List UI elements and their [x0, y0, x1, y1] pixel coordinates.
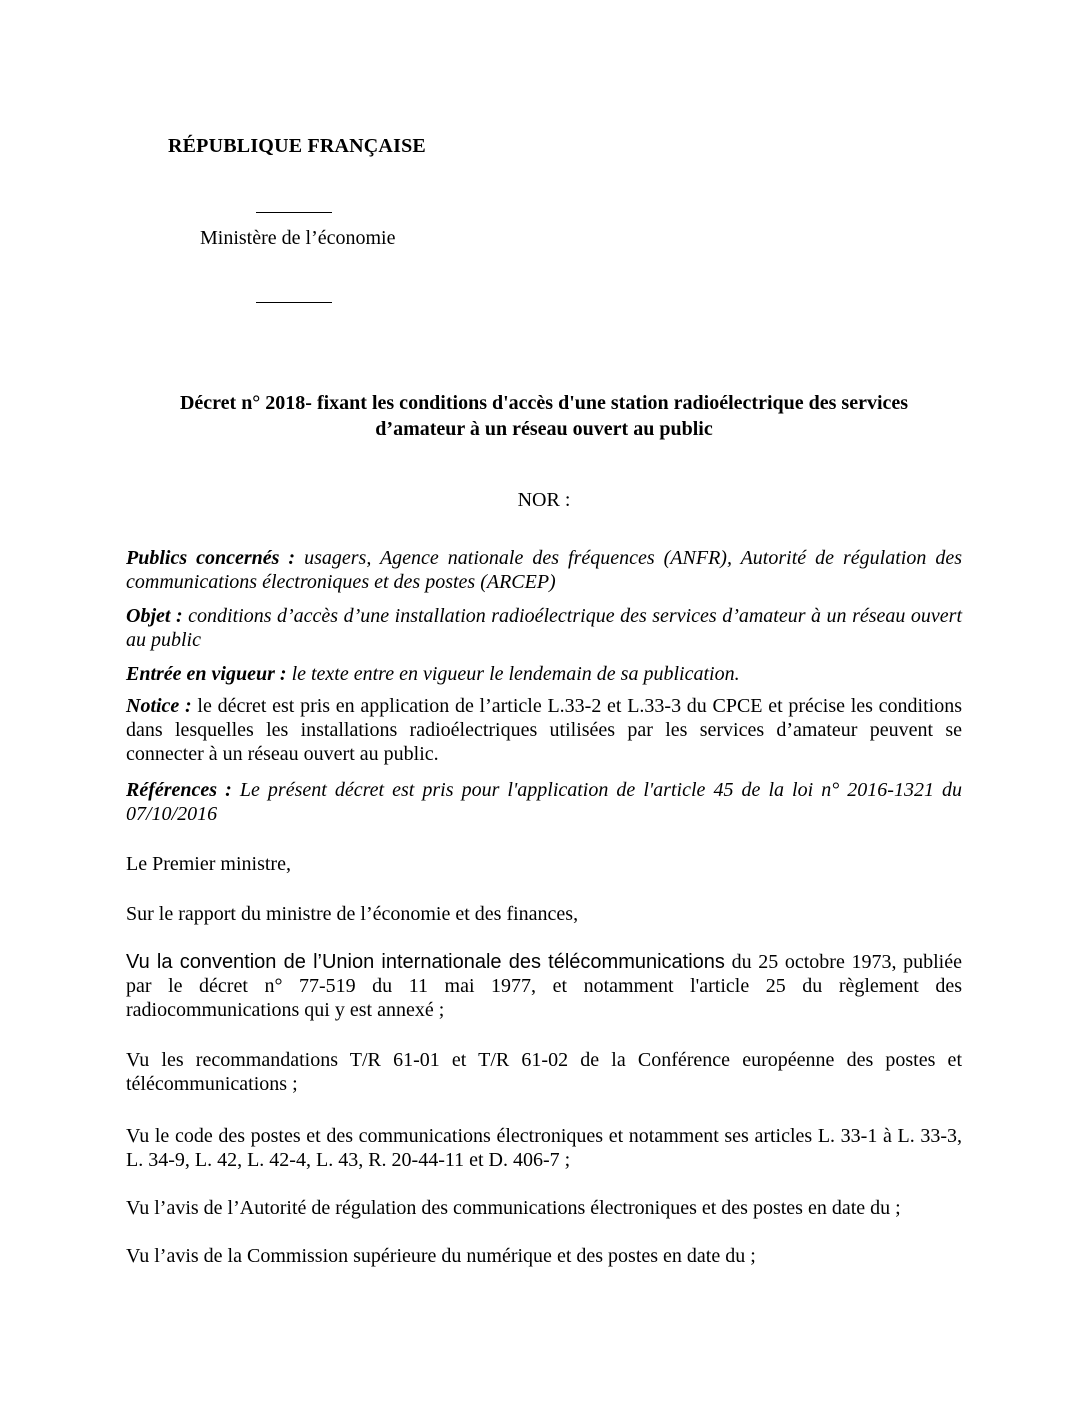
entree-text: le texte entre en vigueur le lendemain de sa publication.: [286, 663, 740, 685]
decree-title-line-2: d’amateur à un réseau ouvert au public: [375, 418, 713, 440]
references-text: Le présent décret est pris pour l'application de l'article 45 de la loi n° 2016-1321 du 07/10/2016: [126, 779, 962, 825]
premier-ministre-line: Le Premier ministre,: [126, 853, 291, 875]
objet-paragraph: [126, 604, 962, 652]
decree-title-line-1: Décret n° 2018- fixant les conditions d'accès d'une station radioélectrique des services: [179, 392, 909, 414]
notice-label: Notice :: [126, 695, 192, 717]
rapport-line: Sur le rapport du ministre de l’économie et des finances,: [126, 903, 579, 925]
vu-avis-commission-paragraph: Vu l’avis de la Commission supérieure du numérique et des postes en date du ;: [126, 1245, 756, 1267]
objet-label: Objet :: [126, 605, 183, 627]
vu-convention-paragraph: [126, 950, 962, 1022]
entree-en-vigueur-paragraph: [126, 662, 962, 686]
vu-avis-arcep-paragraph: Vu l’avis de l’Autorité de régulation des communications électroniques et des postes en date du ;: [126, 1197, 901, 1219]
header-divider-bottom: [256, 302, 332, 303]
references-label: Références :: [126, 779, 232, 801]
republic-heading: RÉPUBLIQUE FRANÇAISE: [168, 135, 426, 157]
vu-convention-sans-text: Vu la convention de l’Union internationale des télécommunications: [126, 951, 725, 973]
vu-code-postes-paragraph: Vu le code des postes et des communications électroniques et notamment ses articles L. 33-1 à L. 33-3, L. 34-9, L. 42, L. 42-4, L. 43, R. 20-44-11 et D. 406-7 ;: [126, 1125, 962, 1171]
references-paragraph: [126, 778, 962, 826]
header-divider-top: [256, 212, 332, 213]
objet-text: conditions d’accès d’une installation radioélectrique des services d’amateur à un réseau ouvert au public: [126, 605, 963, 651]
decree-title: [126, 390, 962, 442]
publics-text: usagers, Agence nationale des fréquences (ANFR), Autorité de régulation des communications électroniques et des postes (ARCEP): [126, 547, 962, 593]
ministry-name: Ministère de l’économie: [200, 227, 396, 249]
vu-recommandations-paragraph: Vu les recommandations T/R 61-01 et T/R 61-02 de la Conférence européenne des postes et télécommunications ;: [126, 1049, 962, 1095]
vu-convention-rest: du 25 octobre 1973, publiée par le décret n° 77-519 du 11 mai 1977, et notamment l'article 25 du règlement des radiocommunications qui y est annexé ;: [126, 951, 962, 1021]
nor-reference: NOR :: [517, 489, 571, 511]
publics-label: Publics concernés :: [126, 547, 296, 569]
notice-paragraph: [126, 694, 962, 766]
notice-text: le décret est pris en application de l’article L.33-2 et L.33-3 du CPCE et précise les conditions dans lesquelles les installations radioélectriques utilisées par les services d’amateur peuvent se connecter à un réseau ouvert au public.: [126, 695, 962, 765]
entree-label: Entrée en vigueur :: [126, 663, 287, 685]
publics-concernes-paragraph: [126, 546, 962, 594]
